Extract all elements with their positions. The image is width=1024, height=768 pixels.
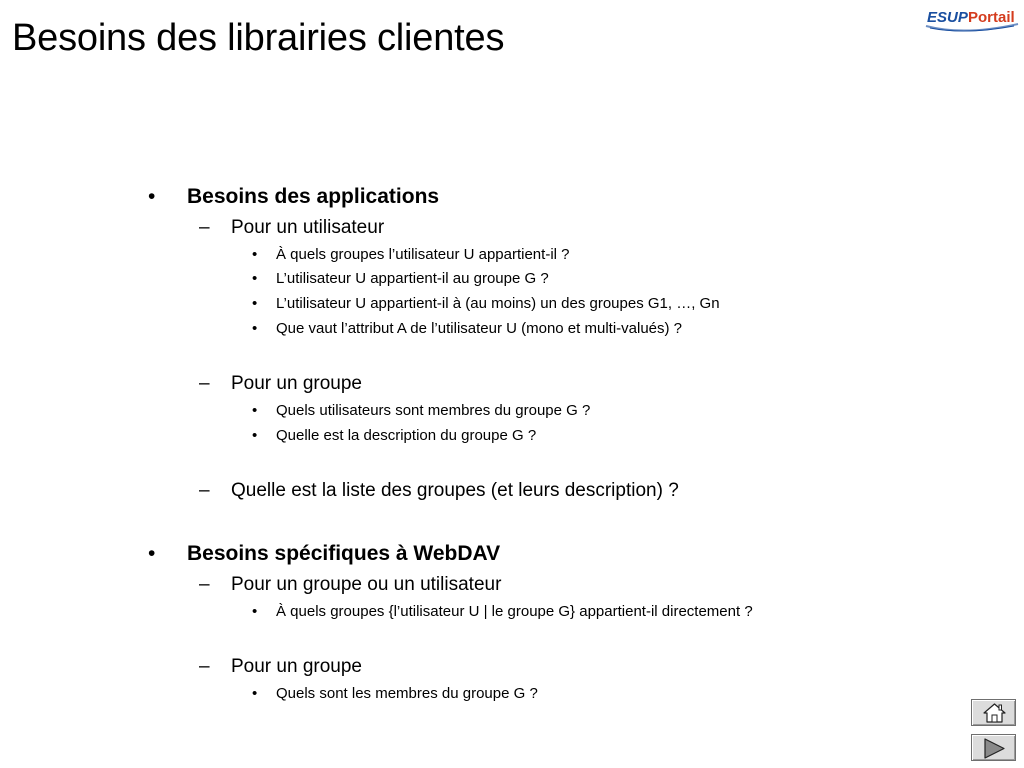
bullet-marker: • — [252, 685, 258, 702]
bullet-marker: • — [148, 542, 156, 565]
play-right-icon — [972, 735, 1017, 762]
bullet-marker: • — [252, 427, 258, 444]
item-text: Quelle est la description du groupe G ? — [276, 427, 537, 444]
item-text: Quels utilisateurs sont membres du groupe G ? — [276, 402, 591, 419]
item-utilisateur-groupe — [252, 270, 549, 287]
item-text: À quels groupes l’utilisateur U appartient-il ? — [276, 246, 570, 263]
subbullet-groupe-ou-utilisateur — [199, 574, 502, 596]
subbullet-text: Pour un groupe ou un utilisateur — [231, 574, 502, 595]
bullet-marker: • — [148, 185, 156, 208]
bullet-marker: • — [252, 295, 258, 312]
bullet-besoins-webdav — [148, 542, 501, 566]
subbullet-text: Pour un groupe — [231, 656, 362, 677]
item-text: L’utilisateur U appartient-il au groupe G ? — [276, 270, 549, 287]
item-text: Que vaut l’attribut A de l’utilisateur U (mono et multi-valués) ? — [276, 320, 683, 337]
dash-marker: – — [199, 217, 210, 238]
svg-text:Portail: Portail — [968, 9, 1015, 26]
subbullet-text: Pour un utilisateur — [231, 217, 385, 238]
item-groupes-utilisateur — [252, 246, 570, 263]
subbullet-text: Pour un groupe — [231, 373, 362, 394]
subbullet-pour-un-groupe-2 — [199, 656, 362, 678]
bullet-marker: • — [252, 270, 258, 287]
next-slide-button[interactable] — [971, 734, 1016, 761]
item-text: L’utilisateur U appartient-il à (au moins) un des groupes G1, …, Gn — [276, 295, 720, 312]
slide-title: Besoins des librairies clientes — [12, 17, 505, 59]
bullet-marker: • — [252, 402, 258, 419]
dash-marker: – — [199, 480, 210, 501]
bullet-besoins-applications — [148, 185, 440, 209]
item-membres-groupe — [252, 685, 538, 702]
item-description — [252, 427, 537, 444]
bullet-marker: • — [252, 603, 258, 620]
item-utilisateur-groupes — [252, 295, 720, 312]
subbullet-text: Quelle est la liste des groupes (et leurs description) ? — [231, 480, 679, 501]
bullet-marker: • — [252, 320, 258, 337]
item-text: Quels sont les membres du groupe G ? — [276, 685, 538, 702]
subbullet-pour-un-utilisateur — [199, 217, 385, 239]
item-attribut — [252, 320, 683, 337]
subbullet-pour-un-groupe — [199, 373, 362, 395]
svg-text:ESUP: ESUP — [927, 9, 968, 26]
item-membres — [252, 402, 591, 419]
dash-marker: – — [199, 656, 210, 677]
item-text: À quels groupes {l’utilisateur U | le groupe G} appartient-il directement ? — [276, 603, 753, 620]
item-appartient-directement — [252, 603, 753, 620]
home-icon — [972, 700, 1017, 727]
dash-marker: – — [199, 574, 210, 595]
subbullet-liste-groupes — [199, 480, 679, 502]
bullet-text: Besoins spécifiques à WebDAV — [187, 542, 501, 565]
home-button[interactable] — [971, 699, 1016, 726]
dash-marker: – — [199, 373, 210, 394]
bullet-marker: • — [252, 246, 258, 263]
bullet-text: Besoins des applications — [187, 185, 440, 208]
